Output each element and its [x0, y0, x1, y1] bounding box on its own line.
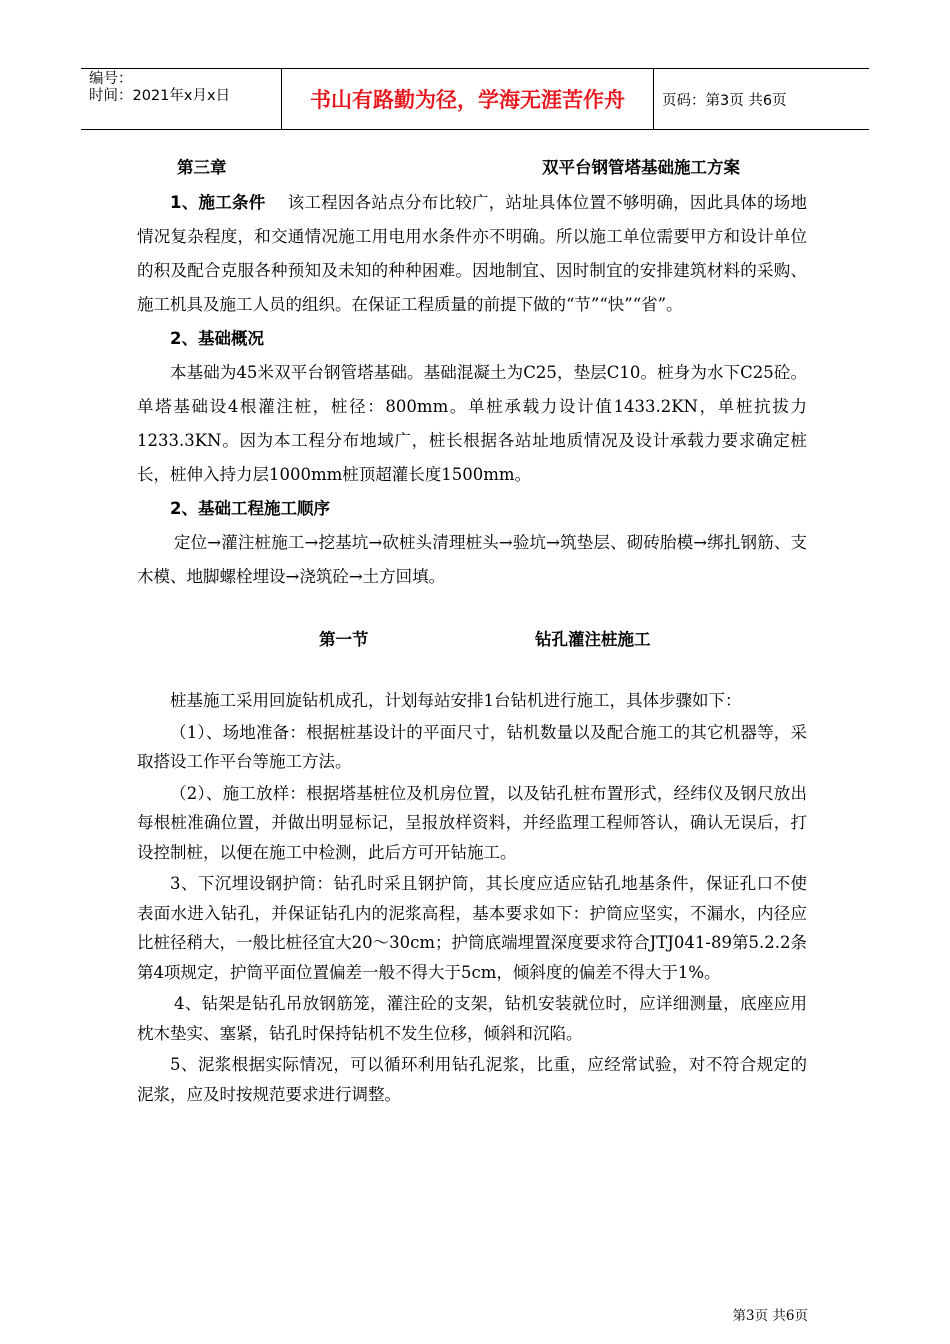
chapter-number: 第三章	[177, 158, 227, 177]
chapter-heading	[137, 150, 807, 186]
section-heading	[137, 620, 807, 660]
section-number: 第一节	[319, 630, 369, 649]
paragraph-section-intro: 桩基施工采用回旋钻机成孔，计划每站安排1台钻机进行施工，具体步骤如下：	[170, 691, 742, 710]
section-title: 钻孔灌注桩施工	[535, 630, 651, 649]
paragraph-step-1: （1）、场地准备：根据桩基设计的平面尺寸，钻机数量以及配合施工的其它机器等，采取搭设工作平台等施工方法。	[137, 722, 807, 771]
page-header	[81, 68, 869, 130]
heading-construction-conditions: 1、施工条件	[170, 193, 266, 212]
paragraph-step-2: （2）、施工放样：根据塔基桩位及机房位置，以及钻孔桩布置形式，经纬仪及钢尺放出每根桩准确位置，并做出明显标记，呈报放样资料，并经监理工程师答认，确认无误后，打设控制桩，以便在施工中检测，此后方可开钻施工。	[137, 783, 807, 862]
header-page-number: 页码：第3页 共6页	[662, 92, 787, 109]
header-motto: 书山有路勤为径，学海无涯苦作舟	[310, 88, 625, 112]
heading-construction-sequence: 2、基础工程施工顺序	[170, 499, 330, 518]
paragraph-foundation-overview: 本基础为45米双平台钢管塔基础。基础混凝土为C25，垫层C10。桩身为水下C25砼。单塔基础设4根灌注桩，桩径：800mm。单桩承载力设计值1433.2KN，单桩抗拔力1233.3KN。因为本工程分布地域广，桩长根据各站址地质情况及设计承载力要求确定桩长，桩伸入持力层1000mm桩顶超灌长度1500mm。	[137, 363, 807, 484]
header-page-cell	[654, 69, 869, 129]
chapter-title: 双平台钢管塔基础施工方案	[542, 158, 740, 177]
footer-page-number: 第3页 共6页	[732, 1308, 808, 1324]
text-construction-conditions: 该工程因各站点分布比较广，站址具体位置不够明确，因此具体的场地情况复杂程度，和交通情况施工用电用水条件亦不明确。所以施工单位需要甲方和设计单位的积及配合克服各种预知及未知的种种困难。因地制宜、因时制宜的安排建筑材料的采购、施工机具及施工人员的组织。在保证工程质量的前提下做的“节”“快”“省”。	[137, 193, 808, 314]
paragraph-construction-conditions	[137, 186, 807, 322]
page-footer	[733, 1304, 808, 1324]
document-time-label: 时间：2021年x月x日	[89, 88, 231, 104]
paragraph-step-3: 3、下沉埋设钢护筒：钻孔时采且钢护筒，其长度应适应钻孔地基条件，保证孔口不使表面水进入钻孔，并保证钻孔内的泥浆高程，基本要求如下：护筒应坚实，不漏水，内径应比桩径稍大，一般比桩径宜大20～30cm；护筒底端埋置深度要求符合JTJ041-89第5.2.2条第4项规定，护筒平面位置偏差一般不得大于5cm，倾斜度的偏差不得大于1%。	[137, 874, 807, 982]
document-body	[137, 150, 807, 1109]
paragraph-step-5: 5、泥浆根据实际情况，可以循环利用钻孔泥浆，比重，应经常试验，对不符合规定的泥浆，应及时按规范要求进行调整。	[137, 1055, 807, 1104]
paragraph-step-4: 4、钻架是钻孔吊放钢筋笼，灌注砼的支架，钻机安装就位时，应详细测量，底座应用枕木垫实、塞紧，钻孔时保持钻机不发生位移，倾斜和沉陷。	[137, 994, 807, 1043]
document-number-label: 编号：	[89, 71, 133, 87]
heading-foundation-overview: 2、基础概况	[170, 329, 264, 348]
header-meta-cell	[81, 69, 282, 129]
header-motto-cell	[282, 69, 654, 129]
paragraph-construction-sequence: 定位→灌注桩施工→挖基坑→砍桩头清理桩头→验坑→筑垫层、砌砖胎模→绑扎钢筋、支木模、地脚螺栓埋设→浇筑砼→土方回填。	[137, 533, 807, 586]
